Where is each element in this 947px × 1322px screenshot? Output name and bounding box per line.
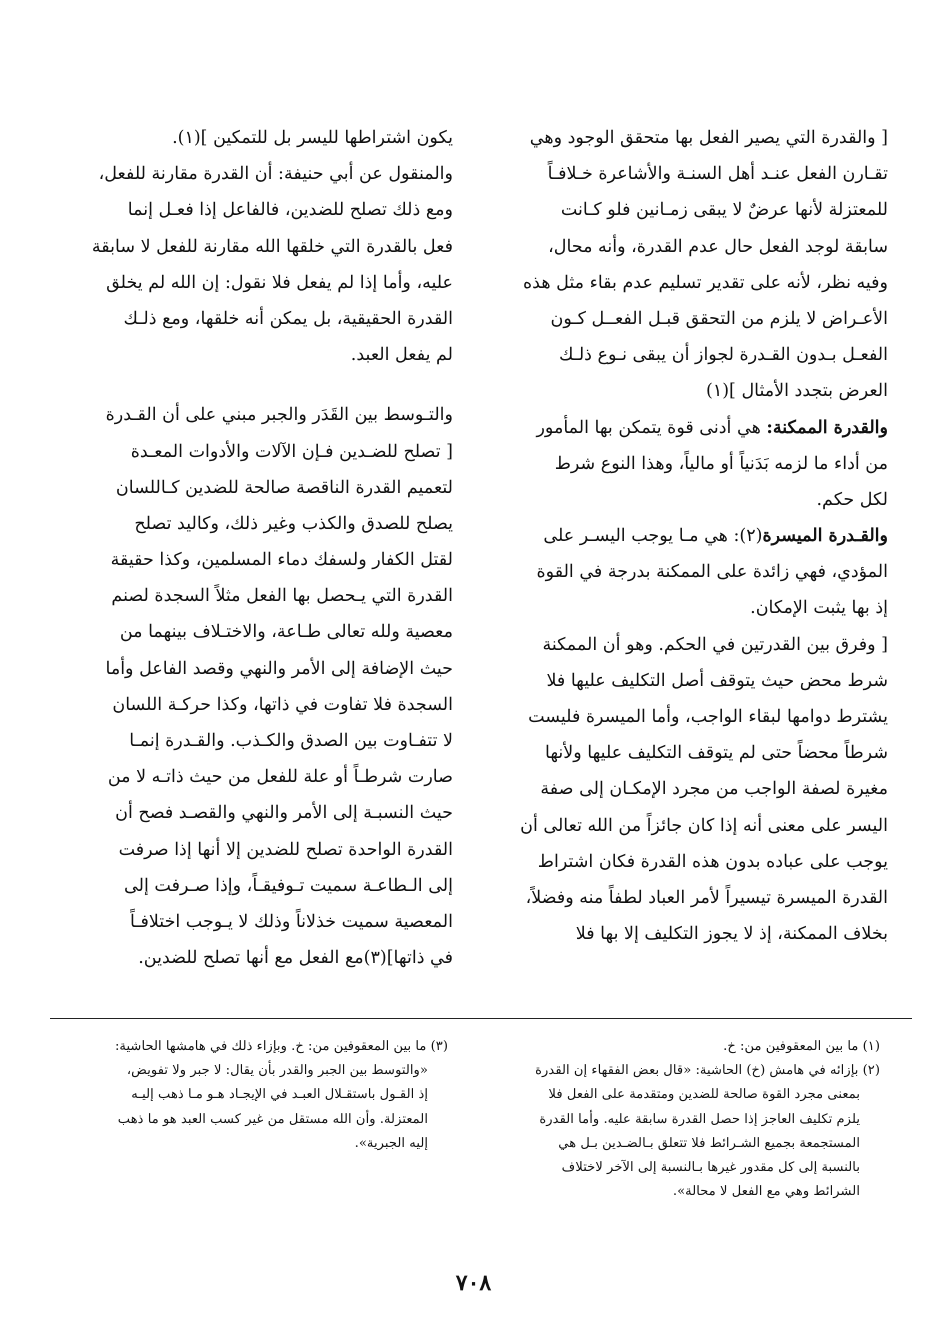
paragraph-gap [35, 373, 453, 397]
text-line: يكون اشتراطها لليسر بل للتمكين ](١). [172, 128, 453, 148]
footnote-line: (٢) بإزائه في هامش (خ) الحاشية: «قال بعض الفقهاء إن القدرة [535, 1063, 880, 1079]
term-mumkina: والقدرة الممكنة: [766, 417, 888, 438]
text-line: تقـارن الفعل عنـد أهل السنـة والأشاعرة خـلافـاً [547, 164, 888, 185]
page-number: ٧٠٨ [455, 1270, 492, 1296]
text-line: صارت شرطـاً أو علة للفعل من حيث ذاتـه لا من [107, 767, 453, 788]
text-line: [ تصلح للضـدين فـإن الآلات والأدوات المعـدة [130, 441, 453, 462]
text-line: للمعتزلة لأنها عرضٌ لا يبقى زمـانين فلو كـانت [560, 200, 888, 221]
text-line: حيث النسبـة إلى الأمر والنهي والقصـد فصح أن [115, 803, 453, 824]
text-line: شرطاً محضاً حتى لم يتوقف التكليف عليها ولأنها [545, 743, 888, 764]
footnotes-right [478, 1035, 880, 1204]
text-run: (٢): هي مـا يوجب اليسـر على [543, 526, 763, 547]
text-run: هي أدنى قوة يتمكن بها المأمور [536, 417, 767, 438]
text-line: في ذاتها](٣)مع الفعل مع أنها تصلح للضدين. [138, 948, 453, 969]
footnote-line: الشرائط وهي مع الفعل لا محالة». [672, 1184, 860, 1200]
text-line: المعصية سميت خذلاناً وذلك لا يـوجب اختلافـاً [130, 911, 453, 932]
text-line: [ والقدرة التي يصير الفعل بها متحقق الوجود وهي [529, 128, 888, 148]
text-line: اليسر على معنى أنه إذا كان جائزاً من الله تعالى أن [520, 815, 888, 836]
left-column [35, 120, 453, 976]
text-line: يوجب على عباده بدون هذه القدرة فكان اشتراط [537, 851, 888, 872]
footnotes-left [48, 1035, 448, 1156]
text-line: لم يفعل العبد. [350, 345, 453, 366]
term-muyassira: والقـدرة الميسرة [762, 526, 888, 547]
text-line: القدرة الحقيقية، بل يمكن أنه خلقها، ومع ذلـك [123, 308, 453, 329]
footnote-line: (١) ما بين المعقوفين من: خ. [723, 1039, 880, 1054]
text-line: القدرة التي يـحصل بها الفعل مثلاً السجدة لصنم [111, 586, 453, 607]
text-line: الأعـراض لا يلزم من التحقق قبـل الفعــل كـون [550, 308, 888, 329]
text-line: عليه، وأما إذا لم يفعل فلا نقول: إن الله لم يخلق [106, 272, 453, 293]
text-line: سابقة لوجد الفعل حال عدم القدرة، وأنه محال، [548, 236, 888, 257]
text-line: وفيه نظر، لأنه على تقدير تسليم عدم بقاء مثل هذه [522, 272, 888, 293]
text-line: القدرة الميسرة تيسيراً لأمر العباد لطفاً منه وفضلاً، [525, 887, 888, 908]
text-line: فعل بالقدرة التي خلقها الله مقارنة للفعل لا سابقة [91, 236, 453, 257]
text-line: يصلح للصدق والكذب وغير ذلك، وكاليد تصلح [134, 513, 453, 534]
text-line: المؤدي، فهي زائدة على الممكنة بدرجة في القوة [536, 562, 888, 583]
text-line: حيث الإضافة إلى الأمر والنهي وقصد الفاعل وأما [105, 658, 453, 679]
text-line: [ وفرق بين القدرتين في الحكم. وهو أن الممكنة [542, 634, 888, 655]
text-line: إذ بها يثبت الإمكان. [750, 598, 888, 619]
text-line: لكل حكم. [816, 489, 888, 510]
text-line: القدرة الواحدة تصلح للضدين إلا أنها إذا صرفت [118, 839, 453, 860]
text-line: مغيرة لصفة الواجب من مجرد الإمكـان إلى صفة [540, 779, 888, 800]
text-line: ومع ذلك تصلح للضدين، فالفاعل إذا فعـل إنما [127, 200, 453, 221]
text-line: بخلاف الممكنة، إذ لا يجوز التكليف إلا بها فلا [575, 924, 888, 945]
footnote-line: المعتزلة. وأن الله مستقل من غير كسب العبد هو ما ذهب [117, 1111, 428, 1127]
text-line: إلى الـطاعـة سميت تـوفيقـاً، وإذا صـرفت إلى [124, 875, 453, 896]
footnote-line: بالنسبة إلى كل مقدور غيرها بـالنسبة إلى الآخر لاختلاف [561, 1159, 860, 1175]
text-line: يشترط دوامها لبقاء الواجب، وأما الميسرة فليست [528, 707, 888, 727]
text-line: الفعـل بـدون القـدرة لجواز أن يبقى نـوع ذلـك [558, 345, 888, 366]
footnote-line: بمعنى مجرد القوة صالحة للضدين ومتقدمة على الفعل فلا [548, 1087, 860, 1103]
text-line: لا تتفـاوت بين الصدق والكـذب. والقـدرة إنمـا [129, 731, 453, 751]
footnote-line: إذ القـول باستقـلال العبـد في الإيجـاد هـو مـا ذهب إليـه [131, 1087, 428, 1103]
text-line: لقتل الكفار ولسفك دماء المسلمين، وكذا حقيقة [110, 550, 453, 571]
text-line [470, 518, 888, 554]
text-line: السجدة فلا تفاوت في ذاتها، وكذا حركـة اللسان [112, 694, 453, 715]
text-line: والتـوسط بين القَدَر والجبر مبني على أن القـدرة [105, 405, 453, 426]
text-line: والمنقول عن أبي حنيفة: أن القدرة مقارنة للفعل، [98, 164, 453, 185]
footnote-line: (٣) ما بين المعقوفين من: خ. وبإزاء ذلك في هامشها الحاشية: [114, 1039, 448, 1054]
footnote-line: المستجمعة بجميع الشـرائط فلا تتعلق بـالضـدين بـل هي [558, 1135, 860, 1151]
right-column [470, 120, 888, 952]
text-line: شرط محض حيث يتوقف أصل التكليف عليها فلا [546, 670, 888, 691]
footnote-line: يلزم تكليف العاجز إذا حصل القدرة سابقة عليه. وأما القدرة [539, 1111, 860, 1127]
text-line: لتعميم القدرة الناقصة صالحة للضدين كـاللسان [115, 477, 453, 498]
text-line: من أداء ما لزمه بَدَنياً أو مالياً، وهذا النوع شرط [554, 453, 888, 474]
text-line [470, 410, 888, 446]
footnote-line: «والتوسط بين الجبر والقدر بأن يقال: لا جبر ولا تفويض، [126, 1063, 428, 1079]
footnote-line: إليه الجبرية». [354, 1135, 428, 1151]
text-line: معصية ولله تعالى طـاعة، والاختـلاف بينهما من [119, 622, 453, 643]
footnote-divider [50, 1018, 912, 1019]
text-line: العرض بتجدد الأمثال ](١) [706, 381, 888, 402]
